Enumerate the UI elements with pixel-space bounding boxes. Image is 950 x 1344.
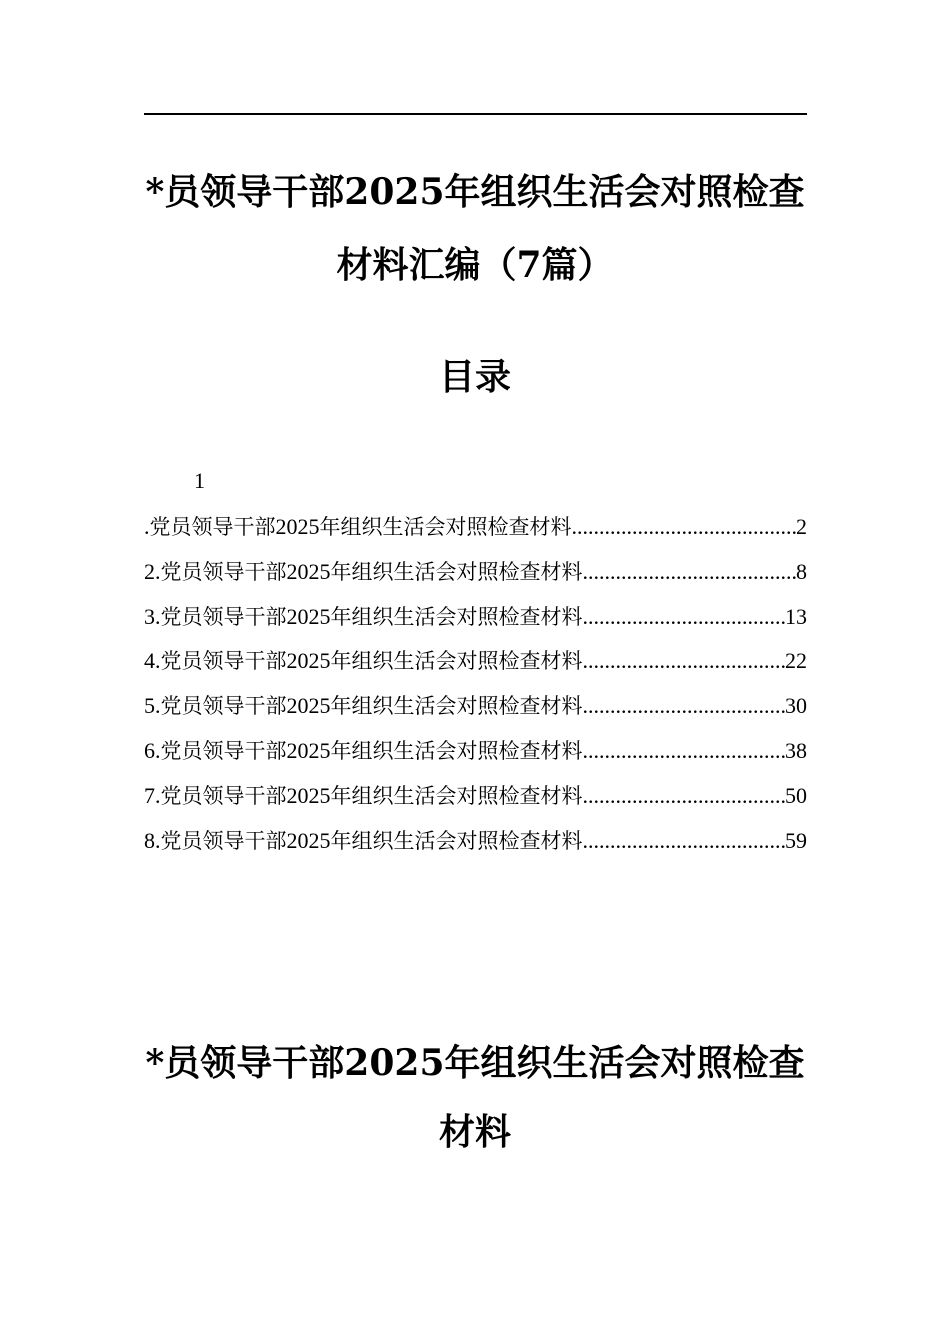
document-title-line-2: 材料汇编（7篇） xyxy=(336,244,614,286)
toc-entry-title: 党员领导干部2025年组织生活会对照检查材料 xyxy=(160,558,583,584)
toc-entry[interactable] xyxy=(144,688,807,733)
toc-dot-leader xyxy=(572,509,797,545)
toc-entry-page: 59 xyxy=(785,827,807,853)
toc-entry-page: 38 xyxy=(785,737,807,763)
toc-entry-page: 2 xyxy=(796,514,807,539)
toc-entry[interactable] xyxy=(144,554,807,599)
toc-entry[interactable] xyxy=(144,733,807,778)
toc-entry-number: 2 xyxy=(144,558,155,584)
toc-entry-title: 党员领导干部2025年组织生活会对照检查材料 xyxy=(149,514,572,539)
toc-dot-leader xyxy=(583,688,786,724)
document-title-line-1: *员领导干部2025年组织生活会对照检查 xyxy=(145,171,805,213)
table-of-contents xyxy=(144,509,807,867)
toc-entry-number: 6 xyxy=(144,737,155,763)
toc-entry-title: 党员领导干部2025年组织生活会对照检查材料 xyxy=(160,648,583,674)
toc-heading: 目录 xyxy=(438,356,511,398)
toc-entry-number: 8 xyxy=(144,827,155,853)
toc-dot-leader xyxy=(583,823,786,859)
toc-entry[interactable] xyxy=(144,823,807,868)
toc-entry-page: 22 xyxy=(785,648,807,674)
toc-entry[interactable] xyxy=(144,643,807,688)
toc-entry-separator: . xyxy=(155,648,161,674)
toc-entry-page: 8 xyxy=(796,558,807,584)
toc-entry-separator: . xyxy=(155,558,161,584)
section-title-line-2: 材料 xyxy=(438,1111,511,1153)
toc-entry-title: 党员领导干部2025年组织生活会对照检查材料 xyxy=(160,827,583,853)
toc-entry[interactable] xyxy=(144,599,807,644)
toc-entry-number: 3 xyxy=(144,603,155,629)
toc-entry-title: 党员领导干部2025年组织生活会对照检查材料 xyxy=(160,693,583,719)
toc-entry-separator: . xyxy=(155,737,161,763)
toc-entry-page: 30 xyxy=(785,693,807,719)
toc-dot-leader xyxy=(583,599,786,635)
toc-dot-leader xyxy=(583,554,797,590)
toc-entry-page: 50 xyxy=(785,782,807,808)
toc-entry-separator: . xyxy=(155,782,161,808)
toc-entry-separator: . xyxy=(144,514,150,539)
toc-entry-title: 党员领导干部2025年组织生活会对照检查材料 xyxy=(160,603,583,629)
toc-entry-separator: . xyxy=(155,603,161,629)
toc-entry[interactable] xyxy=(144,778,807,823)
toc-entry-number: 7 xyxy=(144,782,155,808)
toc-dot-leader xyxy=(583,733,786,769)
section-title-line-1: *员领导干部2025年组织生活会对照检查 xyxy=(145,1042,805,1084)
toc-entry-number: 5 xyxy=(144,693,155,719)
toc-dot-leader xyxy=(583,643,786,679)
top-divider xyxy=(144,113,807,115)
toc-entry-title: 党员领导干部2025年组织生活会对照检查材料 xyxy=(160,782,583,808)
toc-entry-separator: . xyxy=(155,827,161,853)
toc-entry-page: 13 xyxy=(785,603,807,629)
toc-first-item-number: 1 xyxy=(194,468,205,493)
toc-entry-separator: . xyxy=(155,693,161,719)
toc-entry-number: 4 xyxy=(144,648,155,674)
toc-dot-leader xyxy=(583,778,786,814)
toc-entry[interactable] xyxy=(144,509,807,554)
toc-entry-title: 党员领导干部2025年组织生活会对照检查材料 xyxy=(160,737,583,763)
